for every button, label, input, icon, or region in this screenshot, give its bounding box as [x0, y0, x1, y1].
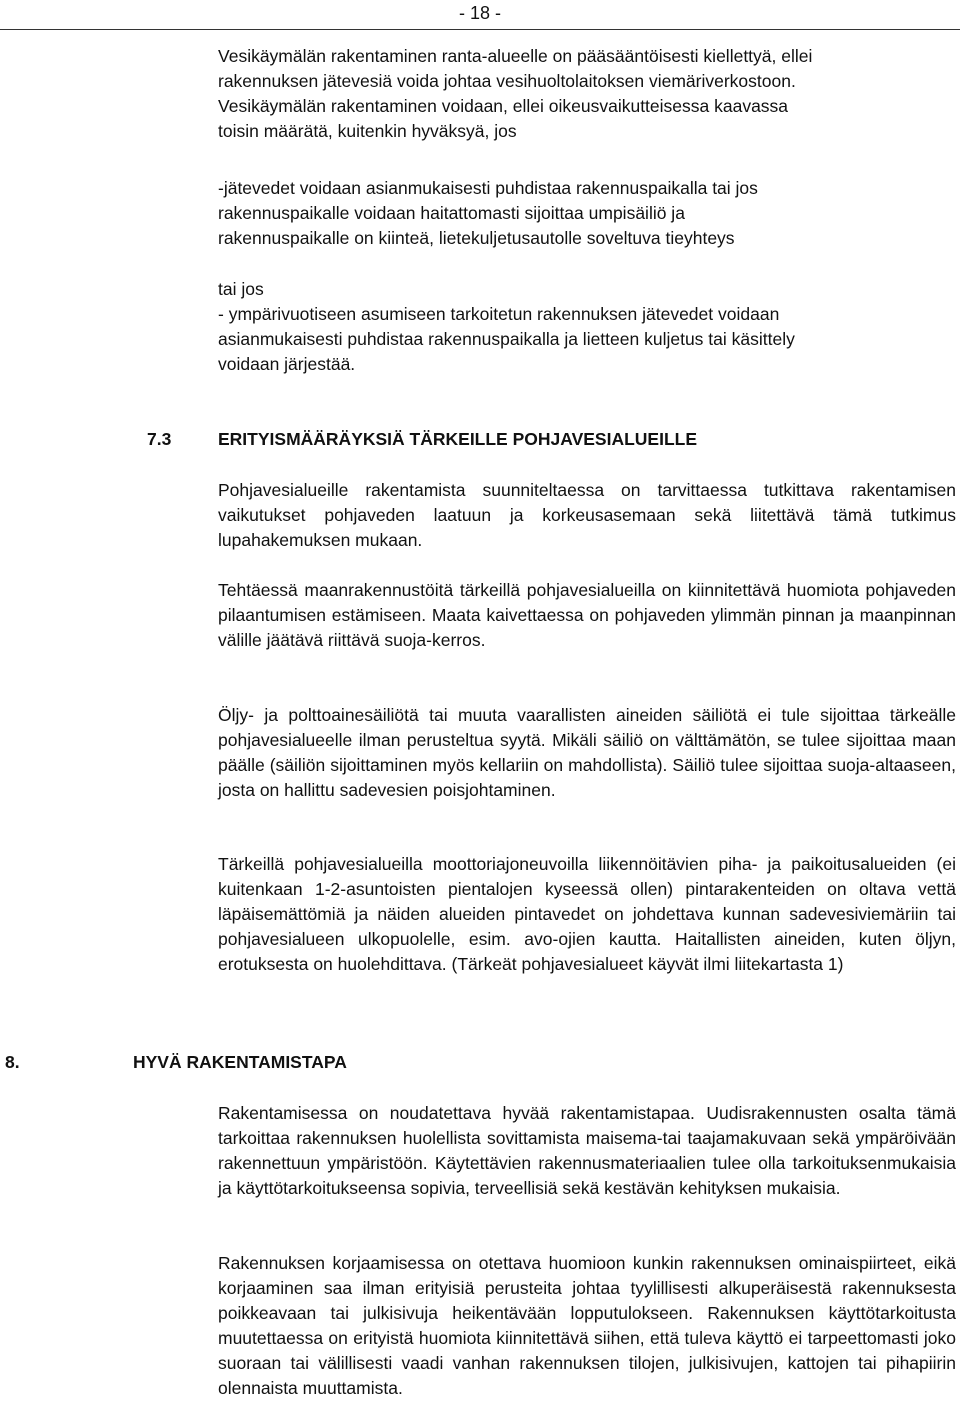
section-8-paragraph-1	[218, 1101, 956, 1201]
text-line: toisin määrätä, kuitenkin hyväksyä, jos	[218, 121, 517, 141]
intro-paragraph-1	[218, 44, 956, 144]
section-title-7-3: ERITYISMÄÄRÄYKSIÄ TÄRKEILLE POHJAVESIALUEILLE	[218, 429, 698, 449]
paragraph-text: Öljy- ja polttoainesäiliötä tai muuta vaarallisten aineiden säiliötä ei tule sijoittaa tärkeälle pohjavesialueelle ilman perusteltua syytä. Mikäli säiliö on välttämätön, se tulee sijoittaa maan päälle (säiliön sijoittaminen myös kellariin on mahdollista). Säiliö tulee sijoittaa suoja-altaaseen, josta on hallittu sadevesien poisjohtaminen.	[218, 705, 956, 800]
paragraph-text: Pohjavesialueille rakentamista suunniteltaessa on tarvittaessa tutkittava rakentamisen vaikutukset pohjaveden laatuun ja korkeusasemaan sekä liitettävä tämä tutkimus lupahakemuksen mukaan.	[218, 480, 956, 550]
text-line: - ympärivuotiseen asumiseen tarkoitetun rakennuksen jätevedet voidaan	[218, 304, 780, 324]
section-number-8: 8.	[5, 1052, 20, 1072]
section-7-3-paragraph-3	[218, 703, 956, 803]
text-line: tai jos	[218, 279, 264, 299]
section-8-paragraph-2	[218, 1251, 956, 1401]
text-line: rakennuspaikalle on kiinteä, lietekuljetusautolle soveltuva tieyhteys	[218, 228, 735, 248]
page-number: - 18 -	[458, 3, 501, 23]
text-line: Vesikäymälän rakentaminen voidaan, ellei oikeusvaikutteisessa kaavassa	[218, 96, 789, 116]
paragraph-text: Rakennuksen korjaamisessa on otettava huomioon kunkin rakennuksen ominaispiirteet, eikä korjaaminen saa ilman erityisiä perusteita johtaa tyylillisesti alkuperäisestä rakennuksesta poikkeavaan tai julkisivuja heikentävään lopputulokseen. Rakennuksen käyttötarkoitusta muutettaessa on erityistä huomiota kiinnitettävä siihen, että tuleva käyttö ei tarpeettomasti joko suoraan tai välillisesti vaadi vanhan rakennuksen tilojen, julkisivujen, kattojen tai pihapiirin olennaista muuttamista.	[218, 1253, 956, 1398]
text-line: rakennuksen jätevesiä voida johtaa vesihuoltolaitoksen viemäriverkostoon.	[218, 71, 796, 91]
paragraph-text: Rakentamisessa on noudatettava hyvää rakentamistapaa. Uudisrakennusten osalta tämä tarkoittaa rakennuksen huolellista sovittamista maisema-tai taajamakuvaan sekä ympäröivään rakennettuun ympäristöön. Käytettävien rakennusmateriaalien tulee olla tarkoituksenmukaisia ja käyttötarkoitukseensa sopivia, terveellisiä sekä kestävän kehityksen mukaisia.	[218, 1103, 956, 1198]
text-line: -jätevedet voidaan asianmukaisesti puhdistaa rakennuspaikalla tai jos	[218, 178, 758, 198]
section-title-8: HYVÄ RAKENTAMISTAPA	[133, 1052, 347, 1072]
text-line: voidaan järjestää.	[218, 354, 356, 374]
text-line: asianmukaisesti puhdistaa rakennuspaikalla ja lietteen kuljetus tai käsittely	[218, 329, 795, 349]
text-line: rakennuspaikalle voidaan haitattomasti sijoittaa umpisäiliö ja	[218, 203, 685, 223]
intro-paragraph-3	[218, 277, 956, 377]
paragraph-text: Tärkeillä pohjavesialueilla moottoriajoneuvoilla liikennöitävien piha- ja paikoitusalueiden (ei kuitenkaan 1-2-asuntoisten pientalojen kyseessä ollen) pintarakenteiden on oltava vettä läpäisemättömiä ja näiden alueiden pintavedet on johdettava kunnan sadevesiviemäriin tai pohjavesialueen ulkopuolelle, esim. avo-ojien kautta. Haitallisten aineiden, kuten öljyn, erotuksesta on huolehdittava. (Tärkeät pohjavesialueet käyvät ilmi liitekartasta 1)	[218, 854, 956, 974]
paragraph-text: Tehtäessä maanrakennustöitä tärkeillä pohjavesialueilla on kiinnitettävä huomiota pohjaveden pilaantumisen estämiseen. Maata kaivettaessa on pohjaveden ylimmän pinnan ja maanpinnan välille jäätävä riittävä suoja-kerros.	[218, 580, 956, 650]
section-number-7-3: 7.3	[147, 429, 172, 449]
section-7-3-paragraph-1	[218, 478, 956, 553]
text-line: Vesikäymälän rakentaminen ranta-alueelle on pääsääntöisesti kiellettyä, ellei	[218, 46, 813, 66]
intro-paragraph-2	[218, 176, 956, 251]
section-7-3-paragraph-2	[218, 578, 956, 653]
section-7-3-paragraph-4	[218, 852, 956, 977]
header-rule	[0, 29, 960, 30]
